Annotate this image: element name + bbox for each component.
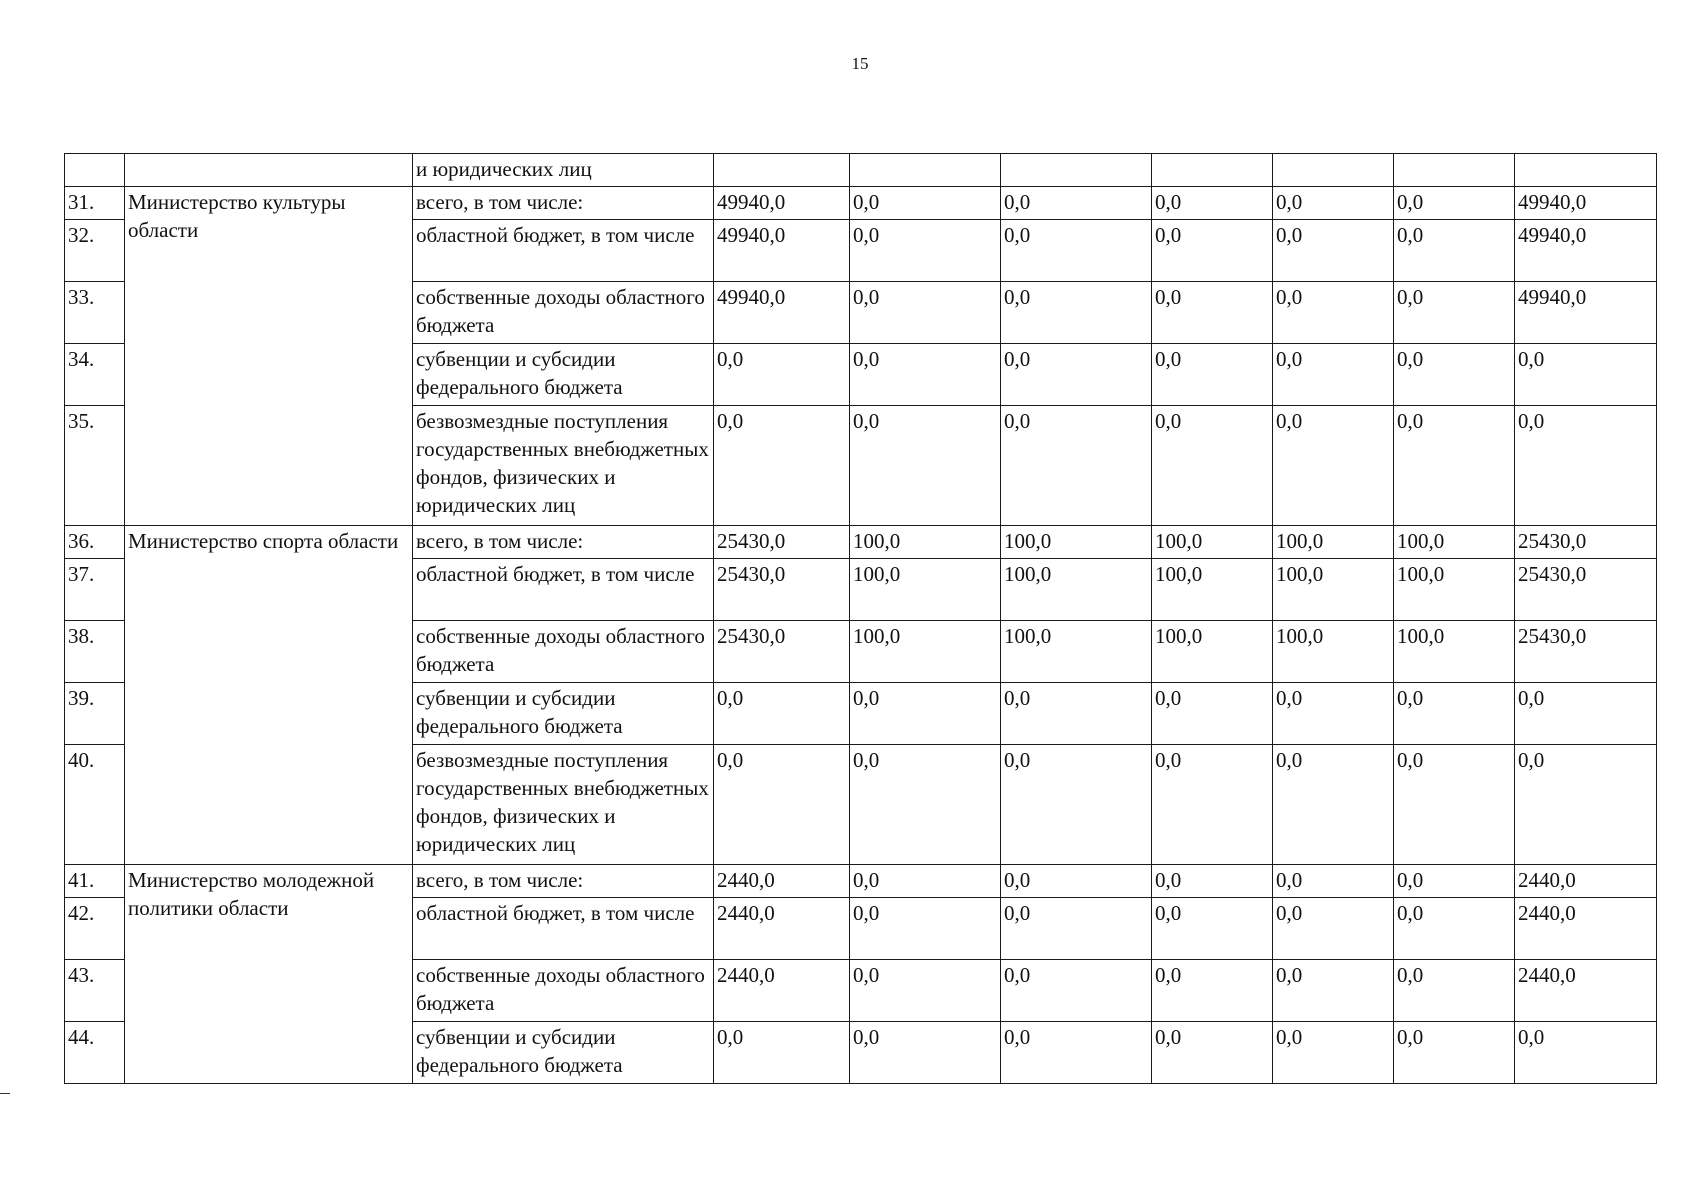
- ministry-cell: Министерство молодежной политики области: [125, 865, 413, 1084]
- row-number-cell: 31.: [65, 187, 125, 220]
- value-cell: 0,0: [1394, 865, 1515, 898]
- value-cell: 0,0: [1515, 683, 1657, 745]
- value-cell: 0,0: [1152, 406, 1273, 526]
- value-cell: 2440,0: [714, 960, 850, 1022]
- value-cell: 0,0: [1394, 745, 1515, 865]
- source-cell: всего, в том числе:: [413, 187, 714, 220]
- value-cell: 25430,0: [1515, 621, 1657, 683]
- value-cell: 0,0: [850, 898, 1001, 960]
- value-cell: [1001, 154, 1152, 187]
- value-cell: 100,0: [1152, 621, 1273, 683]
- row-number-cell: 33.: [65, 282, 125, 344]
- value-cell: 0,0: [850, 220, 1001, 282]
- value-cell: 2440,0: [714, 898, 850, 960]
- table-body: [65, 154, 1657, 1084]
- source-cell: субвенции и субсидии федерального бюджета: [413, 344, 714, 406]
- value-cell: 0,0: [1394, 683, 1515, 745]
- value-cell: 100,0: [1152, 559, 1273, 621]
- value-cell: 100,0: [1001, 621, 1152, 683]
- value-cell: 0,0: [1273, 220, 1394, 282]
- value-cell: 0,0: [1152, 282, 1273, 344]
- value-cell: 0,0: [850, 960, 1001, 1022]
- value-cell: 0,0: [1001, 344, 1152, 406]
- value-cell: 0,0: [1152, 865, 1273, 898]
- value-cell: 2440,0: [714, 865, 850, 898]
- value-cell: 0,0: [1273, 187, 1394, 220]
- row-number-cell: 36.: [65, 526, 125, 559]
- value-cell: 0,0: [714, 745, 850, 865]
- value-cell: 25430,0: [714, 621, 850, 683]
- value-cell: 49940,0: [714, 282, 850, 344]
- value-cell: 100,0: [1152, 526, 1273, 559]
- source-cell: областной бюджет, в том числе: [413, 898, 714, 960]
- value-cell: 0,0: [714, 406, 850, 526]
- row-number-cell: 37.: [65, 559, 125, 621]
- value-cell: 0,0: [1001, 282, 1152, 344]
- value-cell: 0,0: [1273, 1022, 1394, 1084]
- source-cell: собственные доходы областного бюджета: [413, 960, 714, 1022]
- value-cell: 0,0: [1273, 683, 1394, 745]
- row-number-cell: 40.: [65, 745, 125, 865]
- value-cell: 0,0: [850, 187, 1001, 220]
- row-number-cell: 38.: [65, 621, 125, 683]
- table-row: [65, 865, 1657, 898]
- value-cell: 0,0: [1001, 406, 1152, 526]
- value-cell: [1394, 154, 1515, 187]
- value-cell: 0,0: [1152, 745, 1273, 865]
- table-row: [65, 187, 1657, 220]
- value-cell: 0,0: [1273, 406, 1394, 526]
- row-number-cell: 39.: [65, 683, 125, 745]
- value-cell: 2440,0: [1515, 898, 1657, 960]
- row-number-cell: 34.: [65, 344, 125, 406]
- value-cell: 100,0: [1001, 559, 1152, 621]
- value-cell: 0,0: [1515, 406, 1657, 526]
- value-cell: 2440,0: [1515, 960, 1657, 1022]
- value-cell: 100,0: [850, 621, 1001, 683]
- value-cell: 0,0: [850, 1022, 1001, 1084]
- value-cell: 0,0: [1001, 1022, 1152, 1084]
- page-number: 15: [851, 54, 869, 73]
- value-cell: 25430,0: [1515, 559, 1657, 621]
- value-cell: 0,0: [1394, 960, 1515, 1022]
- source-cell: областной бюджет, в том числе: [413, 220, 714, 282]
- value-cell: 0,0: [1001, 898, 1152, 960]
- value-cell: 100,0: [1273, 621, 1394, 683]
- value-cell: 100,0: [850, 559, 1001, 621]
- value-cell: [1273, 154, 1394, 187]
- value-cell: 100,0: [1273, 526, 1394, 559]
- value-cell: 0,0: [1001, 187, 1152, 220]
- value-cell: 49940,0: [714, 220, 850, 282]
- value-cell: 0,0: [1515, 1022, 1657, 1084]
- row-number-cell: 32.: [65, 220, 125, 282]
- value-cell: 0,0: [1152, 898, 1273, 960]
- source-cell: субвенции и субсидии федерального бюджета: [413, 683, 714, 745]
- value-cell: 100,0: [1394, 526, 1515, 559]
- scan-margin-mark: [0, 1093, 10, 1094]
- value-cell: 49940,0: [714, 187, 850, 220]
- value-cell: 0,0: [1515, 344, 1657, 406]
- value-cell: 0,0: [714, 683, 850, 745]
- value-cell: 25430,0: [714, 559, 850, 621]
- source-cell: безвозмездные поступления государственных внебюджетных фондов, физических и юридических лиц: [413, 406, 714, 526]
- source-cell: областной бюджет, в том числе: [413, 559, 714, 621]
- table-row: [65, 154, 1657, 187]
- source-cell: собственные доходы областного бюджета: [413, 621, 714, 683]
- source-cell: собственные доходы областного бюджета: [413, 282, 714, 344]
- value-cell: 49940,0: [1515, 187, 1657, 220]
- value-cell: 0,0: [714, 1022, 850, 1084]
- row-number-cell: 41.: [65, 865, 125, 898]
- value-cell: [850, 154, 1001, 187]
- row-number-cell: 43.: [65, 960, 125, 1022]
- value-cell: [1515, 154, 1657, 187]
- value-cell: 0,0: [1152, 187, 1273, 220]
- value-cell: 0,0: [1001, 220, 1152, 282]
- value-cell: 0,0: [850, 745, 1001, 865]
- source-cell: и юридических лиц: [413, 154, 714, 187]
- value-cell: 0,0: [1152, 344, 1273, 406]
- value-cell: 0,0: [1152, 1022, 1273, 1084]
- value-cell: 100,0: [1001, 526, 1152, 559]
- row-number-cell: 35.: [65, 406, 125, 526]
- value-cell: 0,0: [1394, 406, 1515, 526]
- value-cell: 49940,0: [1515, 220, 1657, 282]
- value-cell: 0,0: [1394, 344, 1515, 406]
- ministry-cell: [125, 154, 413, 187]
- value-cell: 49940,0: [1515, 282, 1657, 344]
- source-cell: субвенции и субсидии федерального бюджета: [413, 1022, 714, 1084]
- table-row: [65, 526, 1657, 559]
- value-cell: 100,0: [1394, 621, 1515, 683]
- value-cell: 0,0: [1001, 865, 1152, 898]
- source-cell: безвозмездные поступления государственных внебюджетных фондов, физических и юридических лиц: [413, 745, 714, 865]
- value-cell: 0,0: [1394, 282, 1515, 344]
- value-cell: 2440,0: [1515, 865, 1657, 898]
- value-cell: 25430,0: [1515, 526, 1657, 559]
- value-cell: 0,0: [1273, 745, 1394, 865]
- value-cell: 0,0: [1152, 683, 1273, 745]
- ministry-cell: Министерство спорта области: [125, 526, 413, 865]
- value-cell: 0,0: [1152, 960, 1273, 1022]
- value-cell: 100,0: [850, 526, 1001, 559]
- value-cell: 0,0: [1273, 282, 1394, 344]
- value-cell: 0,0: [1001, 745, 1152, 865]
- value-cell: 0,0: [1394, 220, 1515, 282]
- value-cell: 0,0: [850, 865, 1001, 898]
- value-cell: 0,0: [1273, 960, 1394, 1022]
- value-cell: 0,0: [1152, 220, 1273, 282]
- value-cell: [1152, 154, 1273, 187]
- source-cell: всего, в том числе:: [413, 865, 714, 898]
- value-cell: 0,0: [850, 344, 1001, 406]
- row-number-cell: 44.: [65, 1022, 125, 1084]
- value-cell: 0,0: [1394, 1022, 1515, 1084]
- ministry-cell: Министерство культуры области: [125, 187, 413, 526]
- value-cell: [714, 154, 850, 187]
- source-cell: всего, в том числе:: [413, 526, 714, 559]
- value-cell: 0,0: [1001, 683, 1152, 745]
- value-cell: 0,0: [1394, 898, 1515, 960]
- row-number-cell: [65, 154, 125, 187]
- value-cell: 100,0: [1273, 559, 1394, 621]
- value-cell: 0,0: [850, 683, 1001, 745]
- value-cell: 0,0: [850, 406, 1001, 526]
- value-cell: 100,0: [1394, 559, 1515, 621]
- row-number-cell: 42.: [65, 898, 125, 960]
- value-cell: 0,0: [1273, 898, 1394, 960]
- value-cell: 0,0: [714, 344, 850, 406]
- budget-table: [64, 153, 1657, 1084]
- value-cell: 0,0: [1001, 960, 1152, 1022]
- value-cell: 0,0: [850, 282, 1001, 344]
- value-cell: 0,0: [1273, 865, 1394, 898]
- value-cell: 0,0: [1273, 344, 1394, 406]
- value-cell: 0,0: [1394, 187, 1515, 220]
- value-cell: 25430,0: [714, 526, 850, 559]
- value-cell: 0,0: [1515, 745, 1657, 865]
